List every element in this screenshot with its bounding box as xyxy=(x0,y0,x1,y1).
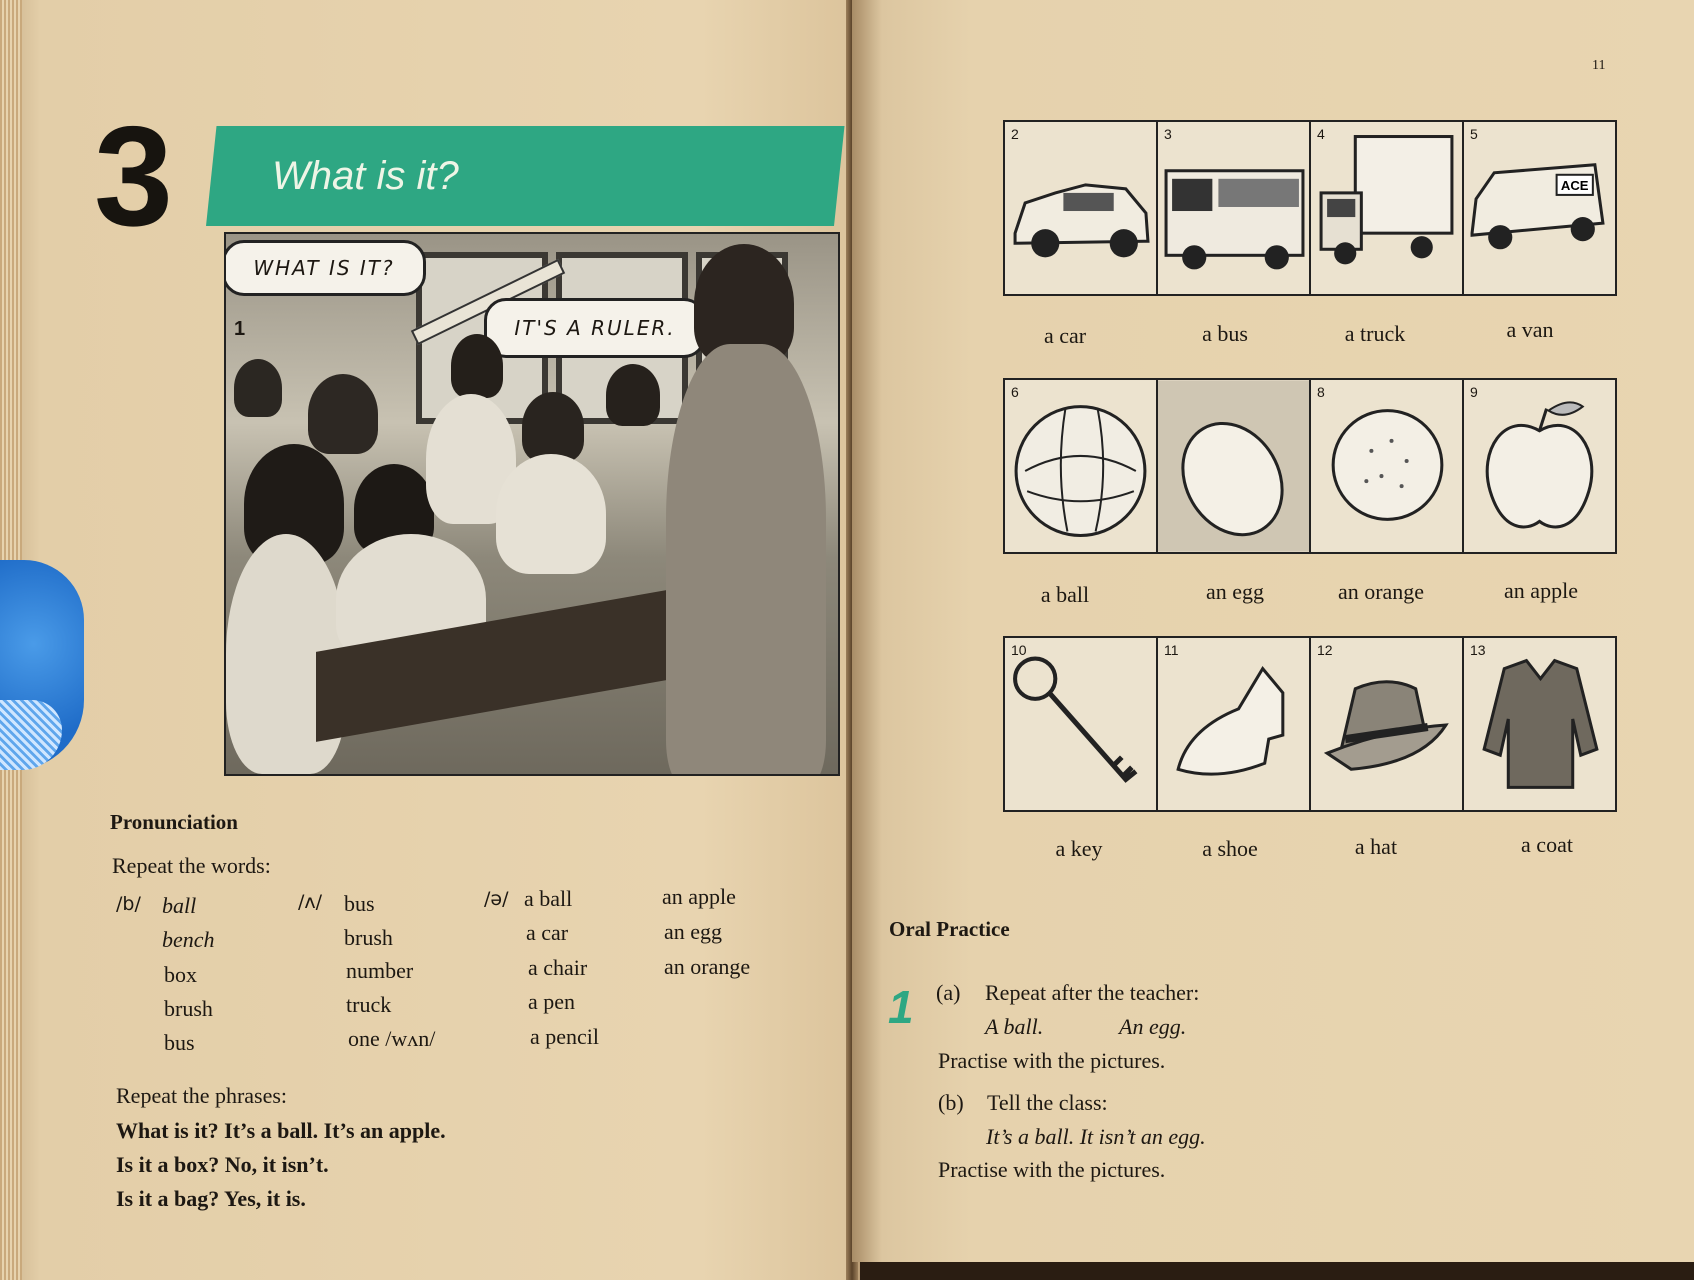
picture-cell xyxy=(1311,380,1464,552)
exercise-part-label: (a) xyxy=(936,980,961,1005)
exercise-instruction: Repeat after the teacher: xyxy=(985,980,1200,1005)
teacher-body xyxy=(666,344,826,776)
picture-caption: a truck xyxy=(1344,321,1406,346)
picture-number: 9 xyxy=(1470,384,1478,400)
picture-cell xyxy=(1158,380,1311,552)
panel-number: 1 xyxy=(234,318,246,340)
van-icon xyxy=(1464,122,1615,294)
word-item: brush xyxy=(164,996,213,1021)
hat-icon xyxy=(1311,638,1462,810)
picture-number: 10 xyxy=(1011,642,1027,658)
word-item: box xyxy=(164,962,197,987)
phoneme-symbol: /ə/ xyxy=(484,888,509,910)
picture-caption: a car xyxy=(1043,323,1087,348)
exercise-number: 1 xyxy=(888,981,914,1033)
egg-icon xyxy=(1158,380,1309,552)
picture-caption: a key xyxy=(1055,836,1103,861)
picture-cell xyxy=(1311,638,1464,810)
orange-icon xyxy=(1311,380,1462,552)
picture-number: 2 xyxy=(1011,126,1019,142)
picture-caption: a coat xyxy=(1521,832,1573,857)
word-item: a pen xyxy=(528,989,576,1014)
practise-instruction: Practise with the pictures. xyxy=(938,1157,1166,1182)
picture-caption: a shoe xyxy=(1202,836,1258,861)
example-phrase: An egg. xyxy=(1119,1014,1187,1039)
word-item: bus xyxy=(164,1030,195,1055)
page-number: 11 xyxy=(1592,58,1606,73)
key-icon xyxy=(1005,638,1156,810)
blue-tape-decoration xyxy=(0,560,84,770)
exercise-instruction: Tell the class: xyxy=(987,1090,1108,1115)
speech-bubble-question: WHAT IS IT? xyxy=(224,240,426,296)
picture-number: 5 xyxy=(1470,126,1478,142)
picture-cell xyxy=(1005,638,1158,810)
word-item: bench xyxy=(162,927,215,952)
picture-number: 8 xyxy=(1317,384,1325,400)
oral-practice-heading: Oral Practice xyxy=(889,917,1010,941)
pronunciation-heading: Pronunciation xyxy=(110,810,238,834)
shoe-icon xyxy=(1158,638,1309,810)
picture-cell xyxy=(1005,122,1158,294)
van-lettering: ACE xyxy=(1560,177,1589,193)
picture-caption: a hat xyxy=(1354,834,1398,859)
student-head xyxy=(234,359,282,417)
bus-icon xyxy=(1158,122,1309,294)
picture-caption: a bus xyxy=(1202,321,1248,346)
word-item: an egg xyxy=(664,919,723,944)
word-item: bus xyxy=(344,891,375,916)
example-phrase: A ball. xyxy=(985,1014,1044,1039)
phrase-item: What is it? It’s a ball. It’s an apple. xyxy=(116,1118,446,1143)
chapter-number: 3 xyxy=(94,97,169,256)
phoneme-symbol: /ʌ/ xyxy=(298,891,323,913)
student-head xyxy=(308,374,378,454)
chapter-title: What is it? xyxy=(272,154,459,198)
picture-row-vehicles xyxy=(1003,120,1617,296)
picture-caption: an apple xyxy=(1504,578,1578,603)
practise-instruction: Practise with the pictures. xyxy=(938,1048,1166,1073)
picture-caption: an egg xyxy=(1205,579,1265,604)
picture-number: 4 xyxy=(1317,126,1325,142)
student-head xyxy=(606,364,660,426)
picture-cell xyxy=(1005,380,1158,552)
picture-cell xyxy=(1464,638,1615,810)
word-item: a car xyxy=(526,920,569,945)
word-item: an orange xyxy=(664,954,751,979)
picture-cell xyxy=(1158,638,1311,810)
student-head xyxy=(522,392,584,462)
phrase-item: Is it a box? No, it isn’t. xyxy=(116,1152,329,1177)
picture-number: 6 xyxy=(1011,384,1019,400)
picture-cell xyxy=(1464,380,1615,552)
word-item: ball xyxy=(162,893,197,918)
speech-bubble-answer: IT'S A RULER. xyxy=(484,298,706,358)
word-item: one /wʌn/ xyxy=(348,1026,436,1051)
tape-mesh xyxy=(0,700,62,770)
student-head xyxy=(451,334,503,398)
picture-cell xyxy=(1158,122,1311,294)
apple-icon xyxy=(1464,380,1615,552)
exercise-part-label: (b) xyxy=(938,1090,964,1115)
truck-icon xyxy=(1311,122,1462,294)
word-item: truck xyxy=(346,992,392,1017)
ball-icon xyxy=(1005,380,1156,552)
word-item: a pencil xyxy=(530,1024,600,1049)
coat-icon xyxy=(1464,638,1615,810)
picture-number: 12 xyxy=(1317,642,1333,658)
picture-caption: a van xyxy=(1506,317,1554,342)
picture-number: 13 xyxy=(1470,642,1486,658)
student-body xyxy=(496,454,606,574)
picture-row-items xyxy=(1003,636,1617,812)
repeat-words-instruction: Repeat the words: xyxy=(112,853,271,878)
picture-cell xyxy=(1311,122,1464,294)
word-item: a chair xyxy=(528,955,588,980)
picture-row-foods xyxy=(1003,378,1617,554)
example-phrase: It’s a ball. It isn’t an egg. xyxy=(986,1124,1206,1149)
car-icon xyxy=(1005,122,1156,294)
picture-number: 11 xyxy=(1164,642,1179,658)
word-item: brush xyxy=(344,925,393,950)
word-item: an apple xyxy=(662,884,736,909)
phoneme-symbol: /b/ xyxy=(116,893,141,915)
picture-cell xyxy=(1464,122,1615,294)
classroom-illustration xyxy=(224,232,840,776)
word-item: a ball xyxy=(524,886,573,911)
word-item: number xyxy=(346,958,414,983)
phrase-item: Is it a bag? Yes, it is. xyxy=(116,1186,306,1211)
picture-caption: an orange xyxy=(1337,579,1425,604)
picture-number: 3 xyxy=(1164,126,1172,142)
picture-caption: a ball xyxy=(1040,582,1090,607)
repeat-phrases-instruction: Repeat the phrases: xyxy=(116,1083,288,1108)
